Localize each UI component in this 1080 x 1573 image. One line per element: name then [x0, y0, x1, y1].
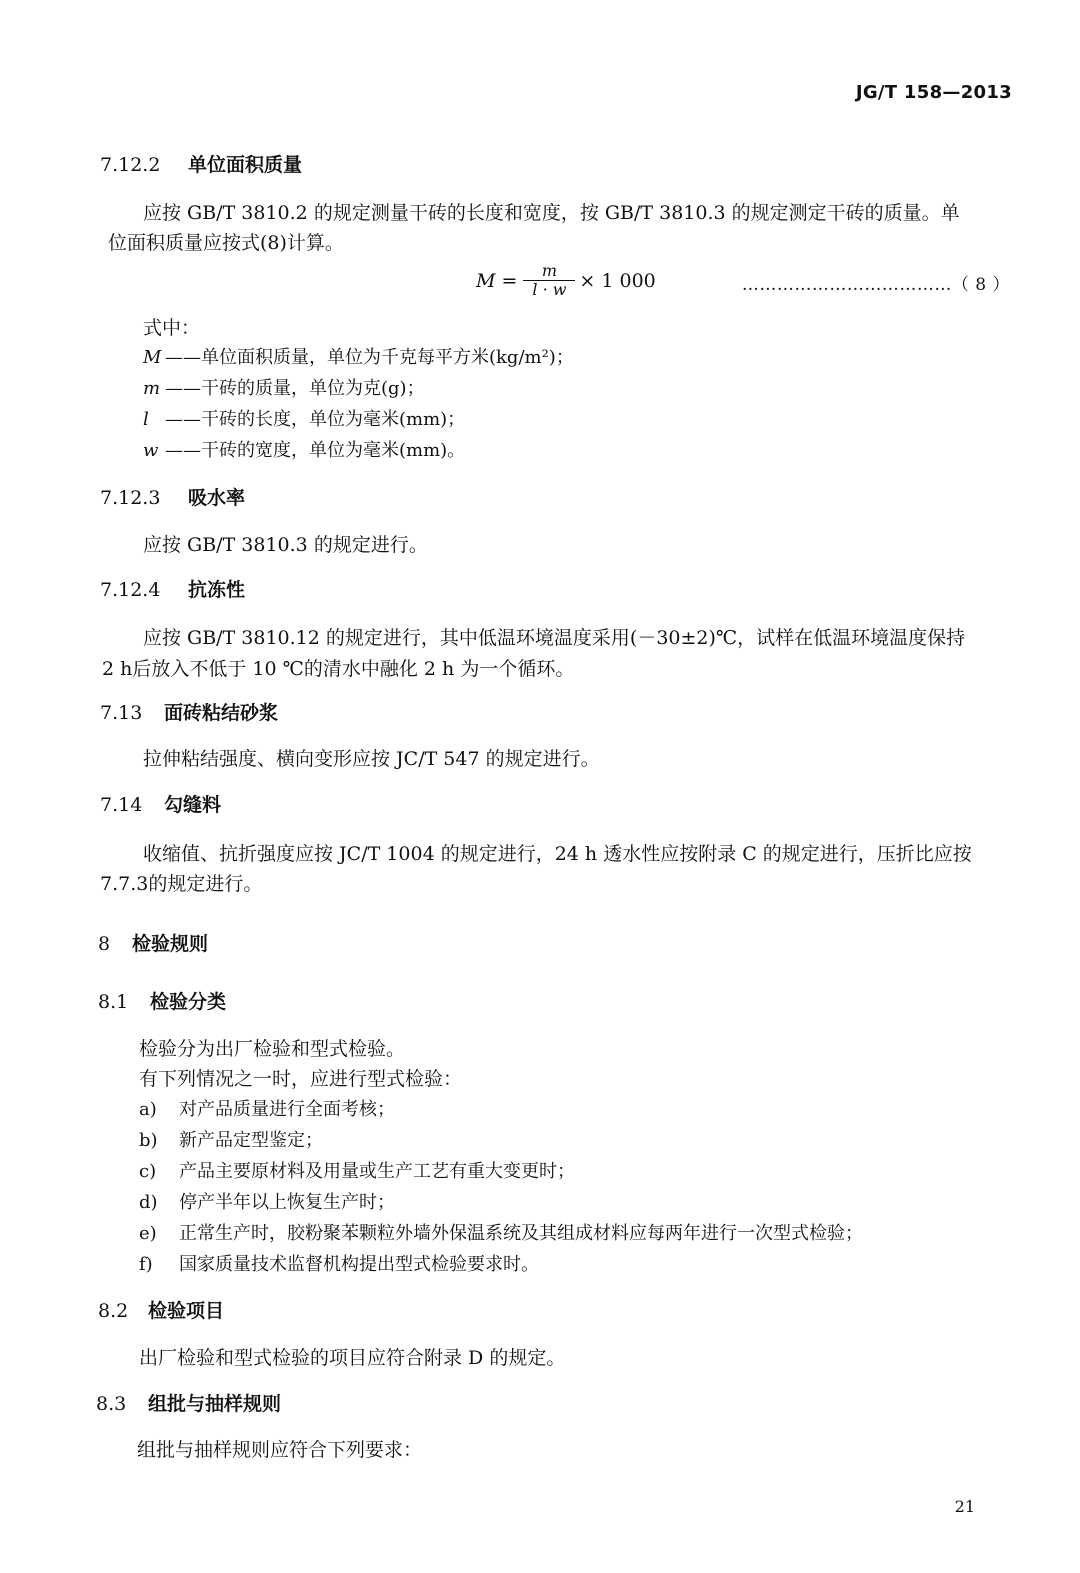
- paragraph-line: 应按 GB/T 3810.2 的规定测量干砖的长度和宽度，按 GB/T 3810.3 的规定测定干砖的质量。单: [143, 202, 960, 224]
- list-marker: d): [139, 1192, 158, 1213]
- paragraph-line: 应按 GB/T 3810.3 的规定进行。: [143, 534, 428, 556]
- section-title: 检验项目: [148, 1300, 225, 1322]
- formula-numerator: m: [541, 261, 557, 280]
- section-number: 8.1: [98, 991, 129, 1013]
- where-item: [143, 374, 425, 400]
- list-marker: a): [139, 1099, 157, 1120]
- page-number: 21: [954, 1497, 975, 1516]
- list-item: [139, 1157, 575, 1183]
- where-text: ——干砖的质量，单位为克(g)；: [165, 378, 425, 399]
- where-symbol: l: [143, 409, 149, 430]
- section-heading-8-1: [98, 987, 226, 1014]
- paragraph-line: 出厂检验和型式检验的项目应符合附录 D 的规定。: [139, 1347, 566, 1369]
- section-title: 吸水率: [188, 487, 246, 509]
- list-item: [139, 1095, 395, 1121]
- section-heading-7-12-4: [100, 575, 245, 602]
- where-item: [143, 405, 465, 431]
- section-heading-7-12-3: [100, 483, 245, 510]
- where-symbol: M: [143, 347, 162, 368]
- formula-rhs: × 1 000: [579, 269, 656, 292]
- formula-fraction: [523, 262, 575, 299]
- equation-number: ………………………………（ 8 ）: [741, 275, 1010, 295]
- list-text: 新产品定型鉴定；: [179, 1130, 323, 1151]
- list-marker: b): [139, 1130, 158, 1151]
- where-symbol: w: [143, 440, 159, 461]
- paragraph-line: 2 h后放入不低于 10 ℃的清水中融化 2 h 为一个循环。: [102, 658, 575, 680]
- section-number: 7.12.3: [100, 487, 161, 509]
- section-number: 7.12.2: [100, 154, 161, 176]
- paragraph-line: 拉伸粘结强度、横向变形应按 JC/T 547 的规定进行。: [143, 748, 600, 770]
- where-text: ——干砖的宽度，单位为毫米(mm)。: [165, 440, 466, 461]
- where-text: ——干砖的长度，单位为毫米(mm)；: [165, 409, 466, 430]
- section-number: 8.3: [96, 1393, 127, 1415]
- section-heading-7-12-2: [100, 150, 302, 177]
- where-item: [143, 436, 465, 462]
- section-title: 勾缝料: [164, 794, 222, 816]
- section-heading-8-3: [96, 1389, 281, 1416]
- section-number: 7.14: [100, 794, 143, 816]
- list-text: 正常生产时，胶粉聚苯颗粒外墙外保温系统及其组成材料应每两年进行一次型式检验；: [179, 1223, 863, 1244]
- list-marker: c): [139, 1161, 157, 1182]
- section-number: 7.12.4: [100, 579, 161, 601]
- section-title: 检验分类: [150, 991, 227, 1013]
- paragraph-line: 位面积质量应按式(8)计算。: [108, 232, 344, 254]
- section-title: 组批与抽样规则: [148, 1393, 282, 1415]
- paragraph-line: 收缩值、抗折强度应按 JC/T 1004 的规定进行，24 h 透水性应按附录 C 的规定进行，压折比应按: [143, 843, 972, 865]
- list-text: 停产半年以上恢复生产时；: [179, 1192, 395, 1213]
- section-number: 7.13: [100, 702, 143, 724]
- chapter-number: 8: [98, 933, 111, 955]
- list-item: [139, 1219, 863, 1245]
- list-marker: e): [139, 1223, 157, 1244]
- paragraph-line: 检验分为出厂检验和型式检验。: [139, 1038, 406, 1060]
- section-heading-8-2: [98, 1296, 224, 1323]
- list-item: [139, 1188, 395, 1214]
- where-text: ——单位面积质量，单位为千克每平方米(kg/m²)；: [165, 347, 574, 368]
- section-title: 抗冻性: [188, 579, 246, 601]
- section-heading-7-13: [100, 698, 278, 725]
- list-item: [139, 1126, 323, 1152]
- formula-8: [476, 262, 656, 299]
- section-number: 8.2: [98, 1300, 129, 1322]
- section-title: 面砖粘结砂浆: [164, 702, 279, 724]
- paragraph-line: 7.7.3的规定进行。: [100, 873, 263, 895]
- section-title: 单位面积质量: [188, 154, 303, 176]
- where-item: [143, 343, 574, 369]
- where-label: 式中：: [143, 317, 201, 339]
- formula-denominator: l · w: [532, 280, 567, 299]
- paragraph-line: 应按 GB/T 3810.12 的规定进行，其中低温环境温度采用(－30±2)℃，试样在低温环境温度保持: [143, 627, 966, 649]
- formula-lhs: M =: [476, 269, 518, 292]
- chapter-heading-8: [98, 929, 208, 956]
- list-item: [139, 1250, 539, 1276]
- list-text: 产品主要原材料及用量或生产工艺有重大变更时；: [179, 1161, 575, 1182]
- where-symbol: m: [143, 378, 161, 399]
- list-marker: f): [139, 1254, 153, 1275]
- list-text: 对产品质量进行全面考核；: [179, 1099, 395, 1120]
- chapter-title: 检验规则: [132, 933, 209, 955]
- section-heading-7-14: [100, 790, 221, 817]
- standard-code-header: JG/T 158—2013: [855, 82, 1012, 103]
- paragraph-line: 组批与抽样规则应符合下列要求：: [137, 1439, 423, 1461]
- list-text: 国家质量技术监督机构提出型式检验要求时。: [179, 1254, 539, 1275]
- paragraph-line: 有下列情况之一时，应进行型式检验：: [139, 1068, 463, 1090]
